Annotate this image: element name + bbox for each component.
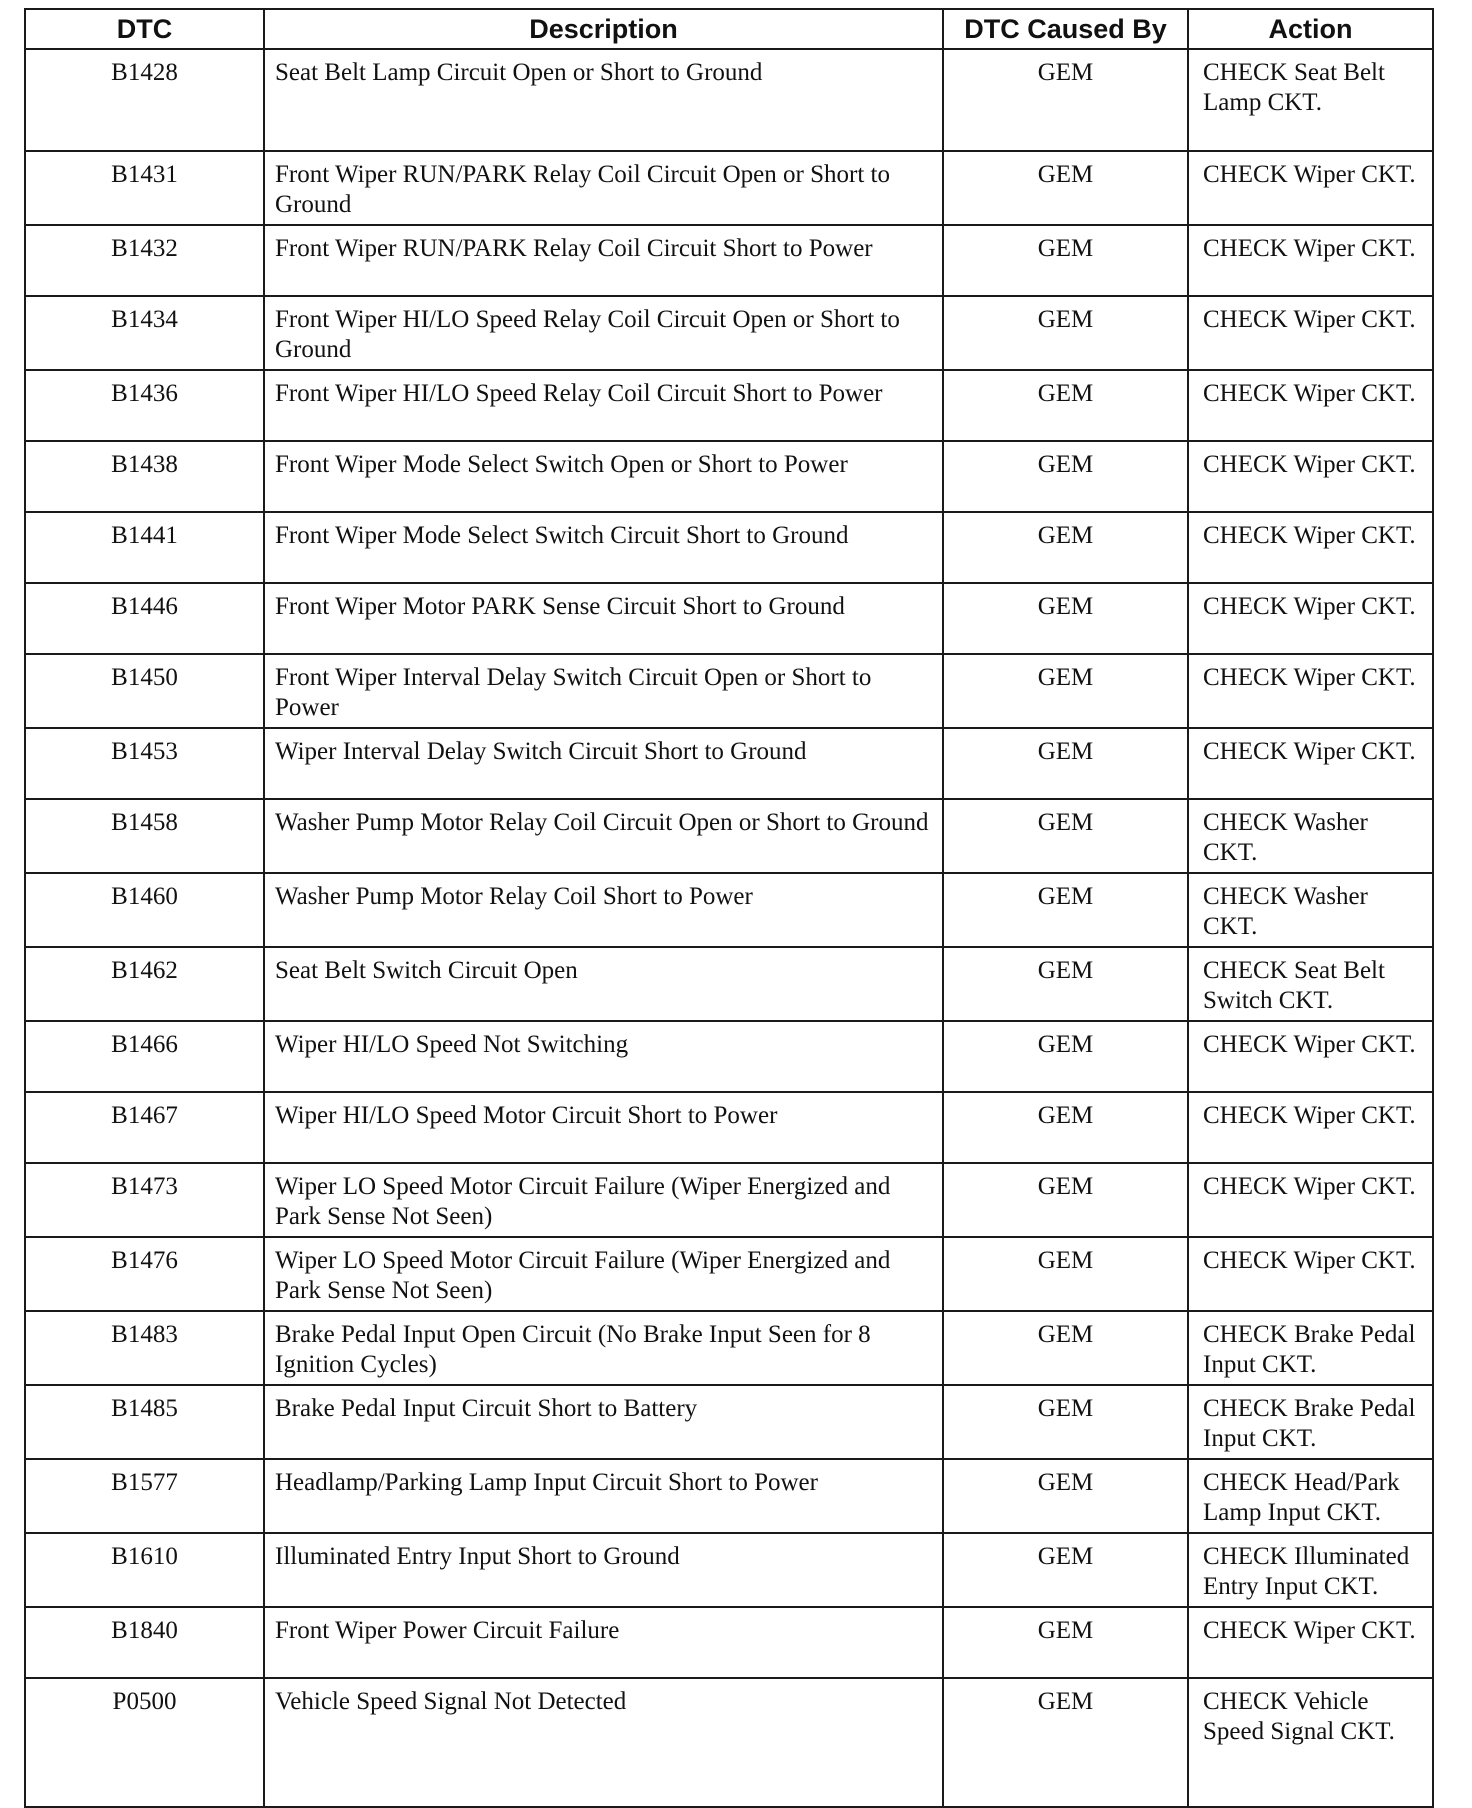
cell-action: CHECK Seat Belt Lamp CKT. bbox=[1188, 49, 1433, 151]
cell-description: Wiper HI/LO Speed Not Switching bbox=[264, 1021, 943, 1092]
table-row bbox=[25, 799, 1433, 873]
table-row bbox=[25, 1533, 1433, 1607]
cell-description: Brake Pedal Input Circuit Short to Battery bbox=[264, 1385, 943, 1459]
table-row bbox=[25, 1163, 1433, 1237]
table-row bbox=[25, 947, 1433, 1021]
cell-dtc-code: B1840 bbox=[25, 1607, 264, 1678]
cell-description: Headlamp/Parking Lamp Input Circuit Short to Power bbox=[264, 1459, 943, 1533]
cell-caused-by: GEM bbox=[943, 49, 1188, 151]
table-row bbox=[25, 1092, 1433, 1163]
cell-caused-by: GEM bbox=[943, 728, 1188, 799]
cell-caused-by: GEM bbox=[943, 1163, 1188, 1237]
table-row bbox=[25, 1237, 1433, 1311]
header-row bbox=[25, 9, 1433, 49]
cell-dtc-code: B1462 bbox=[25, 947, 264, 1021]
cell-dtc-code: B1610 bbox=[25, 1533, 264, 1607]
header-dtc: DTC bbox=[25, 9, 264, 49]
cell-caused-by: GEM bbox=[943, 1607, 1188, 1678]
table-row bbox=[25, 583, 1433, 654]
table-row bbox=[25, 1678, 1433, 1807]
dtc-table bbox=[24, 8, 1434, 1808]
cell-action: CHECK Seat Belt Switch CKT. bbox=[1188, 947, 1433, 1021]
cell-action: CHECK Wiper CKT. bbox=[1188, 583, 1433, 654]
cell-action: CHECK Wiper CKT. bbox=[1188, 654, 1433, 728]
cell-dtc-code: B1460 bbox=[25, 873, 264, 947]
cell-action: CHECK Washer CKT. bbox=[1188, 873, 1433, 947]
cell-dtc-code: B1485 bbox=[25, 1385, 264, 1459]
cell-dtc-code: B1476 bbox=[25, 1237, 264, 1311]
cell-action: CHECK Wiper CKT. bbox=[1188, 296, 1433, 370]
cell-description: Seat Belt Switch Circuit Open bbox=[264, 947, 943, 1021]
cell-description: Wiper Interval Delay Switch Circuit Short to Ground bbox=[264, 728, 943, 799]
cell-action: CHECK Illuminated Entry Input CKT. bbox=[1188, 1533, 1433, 1607]
cell-description: Illuminated Entry Input Short to Ground bbox=[264, 1533, 943, 1607]
cell-dtc-code: B1458 bbox=[25, 799, 264, 873]
cell-caused-by: GEM bbox=[943, 151, 1188, 225]
table-header bbox=[25, 9, 1433, 49]
cell-dtc-code: B1446 bbox=[25, 583, 264, 654]
cell-caused-by: GEM bbox=[943, 1092, 1188, 1163]
cell-caused-by: GEM bbox=[943, 441, 1188, 512]
cell-action: CHECK Wiper CKT. bbox=[1188, 1092, 1433, 1163]
cell-caused-by: GEM bbox=[943, 1385, 1188, 1459]
cell-action: CHECK Head/Park Lamp Input CKT. bbox=[1188, 1459, 1433, 1533]
cell-description: Front Wiper Power Circuit Failure bbox=[264, 1607, 943, 1678]
table-row bbox=[25, 1021, 1433, 1092]
cell-caused-by: GEM bbox=[943, 1459, 1188, 1533]
table-row bbox=[25, 370, 1433, 441]
cell-dtc-code: B1441 bbox=[25, 512, 264, 583]
cell-action: CHECK Wiper CKT. bbox=[1188, 1607, 1433, 1678]
table-row bbox=[25, 1385, 1433, 1459]
header-caused-by: DTC Caused By bbox=[943, 9, 1188, 49]
cell-caused-by: GEM bbox=[943, 947, 1188, 1021]
cell-caused-by: GEM bbox=[943, 654, 1188, 728]
cell-caused-by: GEM bbox=[943, 799, 1188, 873]
cell-dtc-code: B1466 bbox=[25, 1021, 264, 1092]
cell-action: CHECK Vehicle Speed Signal CKT. bbox=[1188, 1678, 1433, 1807]
cell-action: CHECK Wiper CKT. bbox=[1188, 1237, 1433, 1311]
cell-caused-by: GEM bbox=[943, 512, 1188, 583]
cell-description: Washer Pump Motor Relay Coil Circuit Open or Short to Ground bbox=[264, 799, 943, 873]
cell-description: Wiper LO Speed Motor Circuit Failure (Wiper Energized and Park Sense Not Seen) bbox=[264, 1163, 943, 1237]
table-row bbox=[25, 1311, 1433, 1385]
cell-description: Wiper HI/LO Speed Motor Circuit Short to Power bbox=[264, 1092, 943, 1163]
table-row bbox=[25, 873, 1433, 947]
cell-caused-by: GEM bbox=[943, 1533, 1188, 1607]
cell-dtc-code: B1436 bbox=[25, 370, 264, 441]
cell-description: Front Wiper RUN/PARK Relay Coil Circuit Open or Short to Ground bbox=[264, 151, 943, 225]
cell-caused-by: GEM bbox=[943, 873, 1188, 947]
cell-dtc-code: B1434 bbox=[25, 296, 264, 370]
cell-dtc-code: B1428 bbox=[25, 49, 264, 151]
cell-caused-by: GEM bbox=[943, 1678, 1188, 1807]
cell-caused-by: GEM bbox=[943, 1237, 1188, 1311]
cell-caused-by: GEM bbox=[943, 225, 1188, 296]
table-row bbox=[25, 441, 1433, 512]
cell-dtc-code: B1438 bbox=[25, 441, 264, 512]
cell-action: CHECK Wiper CKT. bbox=[1188, 1163, 1433, 1237]
cell-description: Brake Pedal Input Open Circuit (No Brake Input Seen for 8 Ignition Cycles) bbox=[264, 1311, 943, 1385]
cell-dtc-code: B1473 bbox=[25, 1163, 264, 1237]
cell-description: Front Wiper RUN/PARK Relay Coil Circuit Short to Power bbox=[264, 225, 943, 296]
cell-description: Washer Pump Motor Relay Coil Short to Power bbox=[264, 873, 943, 947]
table-row bbox=[25, 654, 1433, 728]
table-row bbox=[25, 1459, 1433, 1533]
cell-description: Wiper LO Speed Motor Circuit Failure (Wiper Energized and Park Sense Not Seen) bbox=[264, 1237, 943, 1311]
cell-description: Front Wiper HI/LO Speed Relay Coil Circuit Open or Short to Ground bbox=[264, 296, 943, 370]
header-action: Action bbox=[1188, 9, 1433, 49]
table-row bbox=[25, 225, 1433, 296]
table-row bbox=[25, 151, 1433, 225]
cell-action: CHECK Wiper CKT. bbox=[1188, 370, 1433, 441]
cell-caused-by: GEM bbox=[943, 583, 1188, 654]
cell-action: CHECK Wiper CKT. bbox=[1188, 1021, 1433, 1092]
cell-dtc-code: B1467 bbox=[25, 1092, 264, 1163]
cell-dtc-code: B1432 bbox=[25, 225, 264, 296]
cell-description: Front Wiper Mode Select Switch Circuit Short to Ground bbox=[264, 512, 943, 583]
cell-dtc-code: B1431 bbox=[25, 151, 264, 225]
cell-description: Front Wiper Interval Delay Switch Circuit Open or Short to Power bbox=[264, 654, 943, 728]
cell-action: CHECK Wiper CKT. bbox=[1188, 151, 1433, 225]
cell-description: Front Wiper Motor PARK Sense Circuit Short to Ground bbox=[264, 583, 943, 654]
table-row bbox=[25, 49, 1433, 151]
table-body bbox=[25, 49, 1433, 1807]
cell-action: CHECK Wiper CKT. bbox=[1188, 728, 1433, 799]
table-row bbox=[25, 296, 1433, 370]
cell-action: CHECK Brake Pedal Input CKT. bbox=[1188, 1385, 1433, 1459]
cell-caused-by: GEM bbox=[943, 1311, 1188, 1385]
table-row bbox=[25, 1607, 1433, 1678]
cell-description: Vehicle Speed Signal Not Detected bbox=[264, 1678, 943, 1807]
cell-description: Seat Belt Lamp Circuit Open or Short to Ground bbox=[264, 49, 943, 151]
cell-action: CHECK Wiper CKT. bbox=[1188, 512, 1433, 583]
cell-dtc-code: B1577 bbox=[25, 1459, 264, 1533]
cell-dtc-code: B1450 bbox=[25, 654, 264, 728]
table-row bbox=[25, 728, 1433, 799]
header-description: Description bbox=[264, 9, 943, 49]
cell-description: Front Wiper Mode Select Switch Open or Short to Power bbox=[264, 441, 943, 512]
cell-dtc-code: B1453 bbox=[25, 728, 264, 799]
cell-action: CHECK Wiper CKT. bbox=[1188, 225, 1433, 296]
table-row bbox=[25, 512, 1433, 583]
cell-dtc-code: P0500 bbox=[25, 1678, 264, 1807]
cell-caused-by: GEM bbox=[943, 370, 1188, 441]
cell-caused-by: GEM bbox=[943, 1021, 1188, 1092]
cell-action: CHECK Washer CKT. bbox=[1188, 799, 1433, 873]
cell-caused-by: GEM bbox=[943, 296, 1188, 370]
cell-description: Front Wiper HI/LO Speed Relay Coil Circuit Short to Power bbox=[264, 370, 943, 441]
cell-action: CHECK Wiper CKT. bbox=[1188, 441, 1433, 512]
cell-dtc-code: B1483 bbox=[25, 1311, 264, 1385]
cell-action: CHECK Brake Pedal Input CKT. bbox=[1188, 1311, 1433, 1385]
